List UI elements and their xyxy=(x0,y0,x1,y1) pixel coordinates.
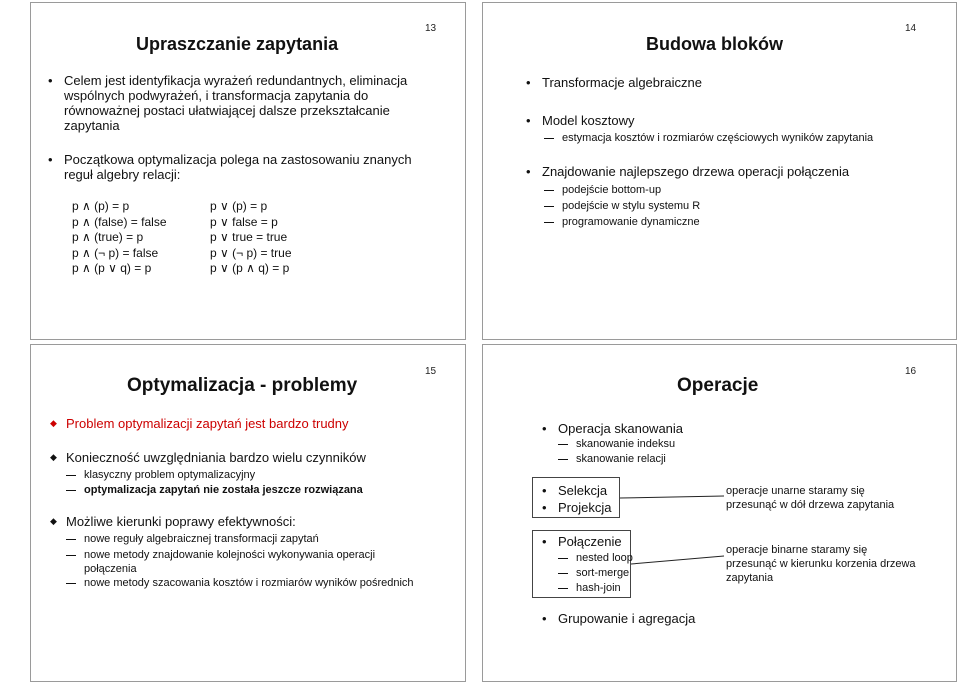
item-selection: • Selekcja xyxy=(558,483,607,498)
page-number: 14 xyxy=(905,23,917,34)
page-number: 13 xyxy=(425,23,437,34)
connector-lines xyxy=(480,342,960,684)
sub-dynamic-programming: programowanie dynamiczne xyxy=(562,216,700,228)
item-join: • Połączenie xyxy=(558,534,622,549)
sub-cost-estimation-methods: nowe metody szacowania kosztów i rozmiarów wyników pośrednich xyxy=(84,577,414,589)
page-number: 15 xyxy=(425,366,437,377)
sub-unsolved: optymalizacja zapytań nie została jeszcze rozwiązana xyxy=(84,484,363,496)
rule: p ∧ (true) = p xyxy=(72,230,144,244)
item-many-factors: ◆ Konieczność uwzględniania bardzo wielu czynników xyxy=(66,450,366,465)
rule: p ∨ false = p xyxy=(210,214,278,229)
rule: p ∨ true = true xyxy=(210,230,288,244)
item-algebraic-transformations: • Transformacje algebraiczne xyxy=(542,75,702,90)
sub-system-r: podejście w stylu systemu R xyxy=(562,200,701,212)
page-number: 16 xyxy=(905,366,917,377)
slide-title: Budowa bloków xyxy=(646,34,783,54)
item-scan-operation: • Operacja skanowania xyxy=(558,421,683,436)
sub-bottom-up: podejście bottom-up xyxy=(562,184,662,196)
rule: p ∨ (¬ p) = true xyxy=(210,245,292,260)
bullet-initial-optimization: • Początkowa optymalizacja polega na zastosowaniu znanych reguł algebry relacji: xyxy=(64,152,424,182)
sub-new-rules: nowe reguły algebraicznej transformacji zapytań xyxy=(84,533,319,545)
slide-title: Operacje xyxy=(677,375,759,396)
item-cost-model: • Model kosztowy xyxy=(542,113,634,128)
rule: p ∧ (p) = p xyxy=(72,199,130,213)
note-unary: operacje unarne staramy się przesunąć w dół drzewa zapytania xyxy=(726,485,895,511)
sub-index-scan: skanowanie indeksu xyxy=(576,438,676,450)
slide-13 xyxy=(0,0,480,342)
bullet-goal: • Celem jest identyfikacja wyrażeń redundantnych, eliminacja wspólnych podwyrażeń, i transformacja zapytania do równoważnej postaci ułatwiającej dalsze przekształcanie zapytania xyxy=(64,73,424,133)
rule: p ∧ (p ∨ q) = p xyxy=(72,261,152,275)
item-best-join-tree: • Znajdowanie najlepszego drzewa operacji połączenia xyxy=(542,164,849,179)
rule: p ∨ (p) = p xyxy=(210,199,268,213)
rule: p ∧ (false) = false xyxy=(72,214,167,229)
item-improvement-directions: ◆ Możliwe kierunki poprawy efektywności: xyxy=(66,514,296,529)
connector-unary xyxy=(620,496,724,498)
sub-join-order: nowe metody znajdowanie kolejności wykonywania operacji połączenia xyxy=(84,548,384,576)
slide-14 xyxy=(480,0,960,342)
slide-title: Upraszczanie zapytania xyxy=(136,34,339,54)
slide-15 xyxy=(0,342,480,684)
rule: p ∨ (p ∧ q) = p xyxy=(210,261,290,275)
item-hard-problem: ◆ Problem optymalizacji zapytań jest bardzo trudny xyxy=(66,416,349,431)
note-binary: operacje binarne staramy się przesunąć w kierunku korzenia drzewa zapytania xyxy=(726,544,916,584)
connector-binary xyxy=(631,556,724,564)
rule: p ∧ (¬ p) = false xyxy=(72,245,159,260)
sub-nested-loop: nested loop xyxy=(576,552,633,564)
item-projection: • Projekcja xyxy=(558,500,611,515)
sub-hash-join: hash-join xyxy=(576,582,621,594)
sub-relation-scan: skanowanie relacji xyxy=(576,453,666,465)
sub-cost-estimation: estymacja kosztów i rozmiarów częściowych wyników zapytania xyxy=(562,132,874,144)
slide-title: Optymalizacja - problemy xyxy=(127,375,358,396)
sub-sort-merge: sort-merge xyxy=(576,567,630,579)
sub-classic-problem: klasyczny problem optymalizacyjny xyxy=(84,469,256,481)
item-grouping-aggregation: • Grupowanie i agregacja xyxy=(558,611,695,626)
slide-16 xyxy=(480,342,960,684)
